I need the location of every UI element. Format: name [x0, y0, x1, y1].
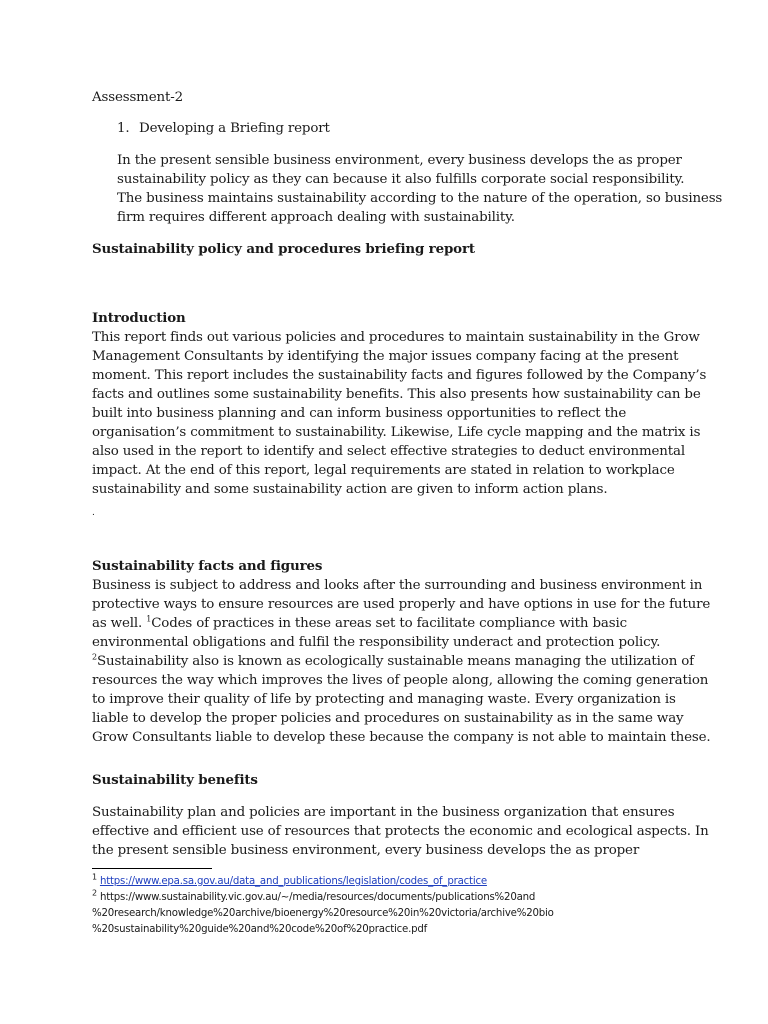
- footnote-1: [92, 874, 487, 890]
- footnote-2-url: https://www.sustainability.vic.gov.au/~/media/resources/documents/publications%20and: [99, 892, 536, 903]
- facts-line-text: as well.: [92, 616, 147, 631]
- introduction-line: Management Consultants by identifying the major issues company facing at the present: [92, 349, 679, 364]
- introduction-line: impact. At the end of this report, legal requirements are stated in relation to workplace: [92, 463, 675, 478]
- footnote-ref-2[interactable]: 2: [92, 652, 97, 662]
- introduction-heading: Introduction: [92, 310, 186, 326]
- stray-mark: .: [92, 508, 95, 518]
- list-item-title: Developing a Briefing report: [139, 121, 330, 136]
- facts-line: Grow Consultants liable to develop these because the company is not able to maintain these.: [92, 730, 711, 745]
- intro-paragraph-line: In the present sensible business environment, every business develops the as proper: [117, 153, 682, 168]
- footnote-2-url-continued: %20sustainability%20guide%20and%20code%20of%20practice.pdf: [92, 924, 428, 935]
- footnote-2: [92, 890, 535, 906]
- benefits-heading: Sustainability benefits: [92, 772, 258, 788]
- footnote-divider: [92, 868, 212, 869]
- introduction-line: sustainability and some sustainability action are given to inform action plans.: [92, 482, 608, 497]
- intro-paragraph-line: sustainability policy as they can because it also fulfills corporate social responsibility.: [117, 172, 685, 187]
- facts-line: [92, 652, 694, 671]
- footnote-1-number: 1: [92, 872, 97, 882]
- facts-line: liable to develop the proper policies and procedures on sustainability as in the same way: [92, 711, 684, 726]
- facts-line-text: Codes of practices in these areas set to facilitate compliance with basic: [151, 616, 627, 631]
- facts-line: resources the way which improves the lives of people along, allowing the coming generation: [92, 673, 709, 688]
- list-item-number: 1.: [117, 121, 130, 136]
- intro-paragraph-line: The business maintains sustainability according to the nature of the operation, so business: [117, 191, 723, 206]
- footnote-2-number: 2: [92, 888, 97, 898]
- facts-heading: Sustainability facts and figures: [92, 558, 323, 574]
- footnote-ref-1[interactable]: 1: [146, 614, 152, 624]
- introduction-line: built into business planning and can inform business opportunities to reflect the: [92, 406, 627, 421]
- facts-line: [92, 614, 627, 633]
- assessment-heading: Assessment-2: [92, 90, 183, 105]
- facts-line: environmental obligations and fulfil the responsibility underact and protection policy.: [92, 635, 661, 650]
- footnote-1-link[interactable]: https://www.epa.sa.gov.au/data_and_publications/legislation/codes_of_practice: [99, 876, 487, 887]
- facts-line: to improve their quality of life by protecting and managing waste. Every organization is: [92, 692, 676, 707]
- facts-line-text: Sustainability also is known as ecologically sustainable means managing the utilization of: [96, 654, 694, 669]
- introduction-line: organisation’s commitment to sustainability. Likewise, Life cycle mapping and the matrix is: [92, 425, 701, 440]
- introduction-line: also used in the report to identify and select effective strategies to deduct environmental: [92, 444, 685, 459]
- facts-line: protective ways to ensure resources are used properly and have options in use for the future: [92, 597, 711, 612]
- introduction-line: This report finds out various policies and procedures to maintain sustainability in the Grow: [92, 330, 700, 345]
- report-title: Sustainability policy and procedures briefing report: [92, 241, 475, 257]
- facts-line: Business is subject to address and looks after the surrounding and business environment in: [92, 578, 703, 593]
- benefits-line: the present sensible business environment, every business develops the as proper: [92, 843, 640, 858]
- benefits-line: Sustainability plan and policies are important in the business organization that ensures: [92, 805, 675, 820]
- introduction-line: facts and outlines some sustainability benefits. This also presents how sustainability can be: [92, 387, 701, 402]
- footnote-2-url-continued: %20research/knowledge%20archive/bioenergy%20resource%20in%20victoria/archive%20bio: [92, 908, 554, 919]
- benefits-line: effective and efficient use of resources that protects the economic and ecological aspects. In: [92, 824, 709, 839]
- introduction-line: moment. This report includes the sustainability facts and figures followed by the Company’s: [92, 368, 707, 383]
- intro-paragraph-line: firm requires different approach dealing with sustainability.: [117, 210, 515, 225]
